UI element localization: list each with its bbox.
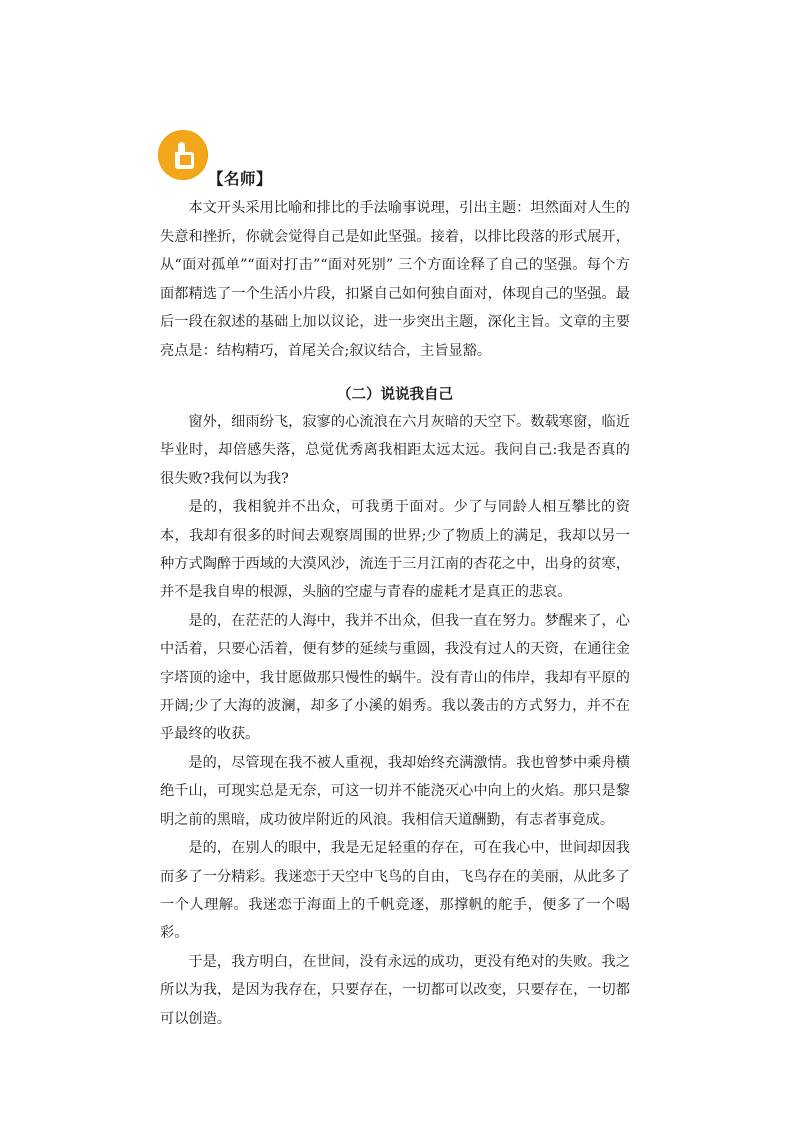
- essay-title: （二）说说我自己: [337, 387, 453, 403]
- essay-paragraph: 是的，在茫茫的人海中，我并不出众，但我一直在努力。梦醒来了，心中活着，只要心活着，便有梦的延续与重圆，我没有过人的天资，在通往金字塔顶的途中，我甘愿做那只慢性的蜗牛。没有青山的伟岸，我却有平原的开阔;少了大海的波澜，却多了小溪的娟秀。我以袭击的方式努力，并不在乎最终的收获。: [160, 612, 630, 743]
- essay-paragraph: 是的，在别人的眼中，我是无足轻重的存在，可在我心中，世间却因我而多了一分精彩。我迷恋于天空中飞鸟的自由，飞鸟存在的美丽，从此多了一个人理解。我迷恋于海面上的千帆竞逐，那撑帆的舵手，便多了一个喝彩。: [160, 840, 630, 942]
- essay-paragraph: 于是，我方明白，在世间，没有永远的成功，更没有绝对的失败。我之所以为我，是因为我存在，只要存在，一切都可以改变，只要存在，一切都可以创造。: [160, 953, 630, 1027]
- hand-pointer-icon: [158, 130, 208, 180]
- essay-paragraph: 窗外，细雨纷飞，寂寥的心流浪在六月灰暗的天空下。数载寒窗，临近毕业时，却倍感失落，总觉优秀离我相距太远太远。我问自己:我是否真的很失败?我何以为我?: [160, 414, 630, 487]
- teacher-comment-heading: 【名师】: [208, 170, 273, 188]
- essay-paragraph: 是的，我相貌并不出众，可我勇于面对。少了与同龄人相互攀比的资本，我却有很多的时间去观察周围的世界;少了物质上的满足，我却以另一种方式陶醉于西域的大漠风沙，流连于三月江南的杏花之中，出身的贫寒，并不是我自卑的根源，头脑的空虚与青春的虚耗才是真正的悲哀。: [160, 499, 630, 601]
- essay-body: [160, 408, 630, 1033]
- teacher-commentary: 本文开头采用比喻和排比的手法喻事说理，引出主题：坦然面对人生的失意和挫折，你就会觉得自己是如此坚强。接着，以排比段落的形式展开，从“面对孤单”“面对打击”“面对死别” 三个方面诠释了自己的坚强。每个方面都精选了一个生活小片段，扣紧自己如何独自面对，体现自己的坚强。最后一段在叙述的基础上加以议论，进一步突出主题，深化主旨。文章的主要亮点是：结构精巧，首尾关合;叙议结合，主旨显豁。: [160, 200, 630, 359]
- teacher-badge: [158, 130, 208, 180]
- essay-paragraph: 是的，尽管现在我不被人重视，我却始终充满激情。我也曾梦中乘舟横绝千山，可现实总是无奈，可这一切并不能浇灭心中向上的火焰。那只是黎明之前的黑暗，成功彼岸附近的风浪。我相信天道酬勤，有志者事竟成。: [160, 754, 630, 828]
